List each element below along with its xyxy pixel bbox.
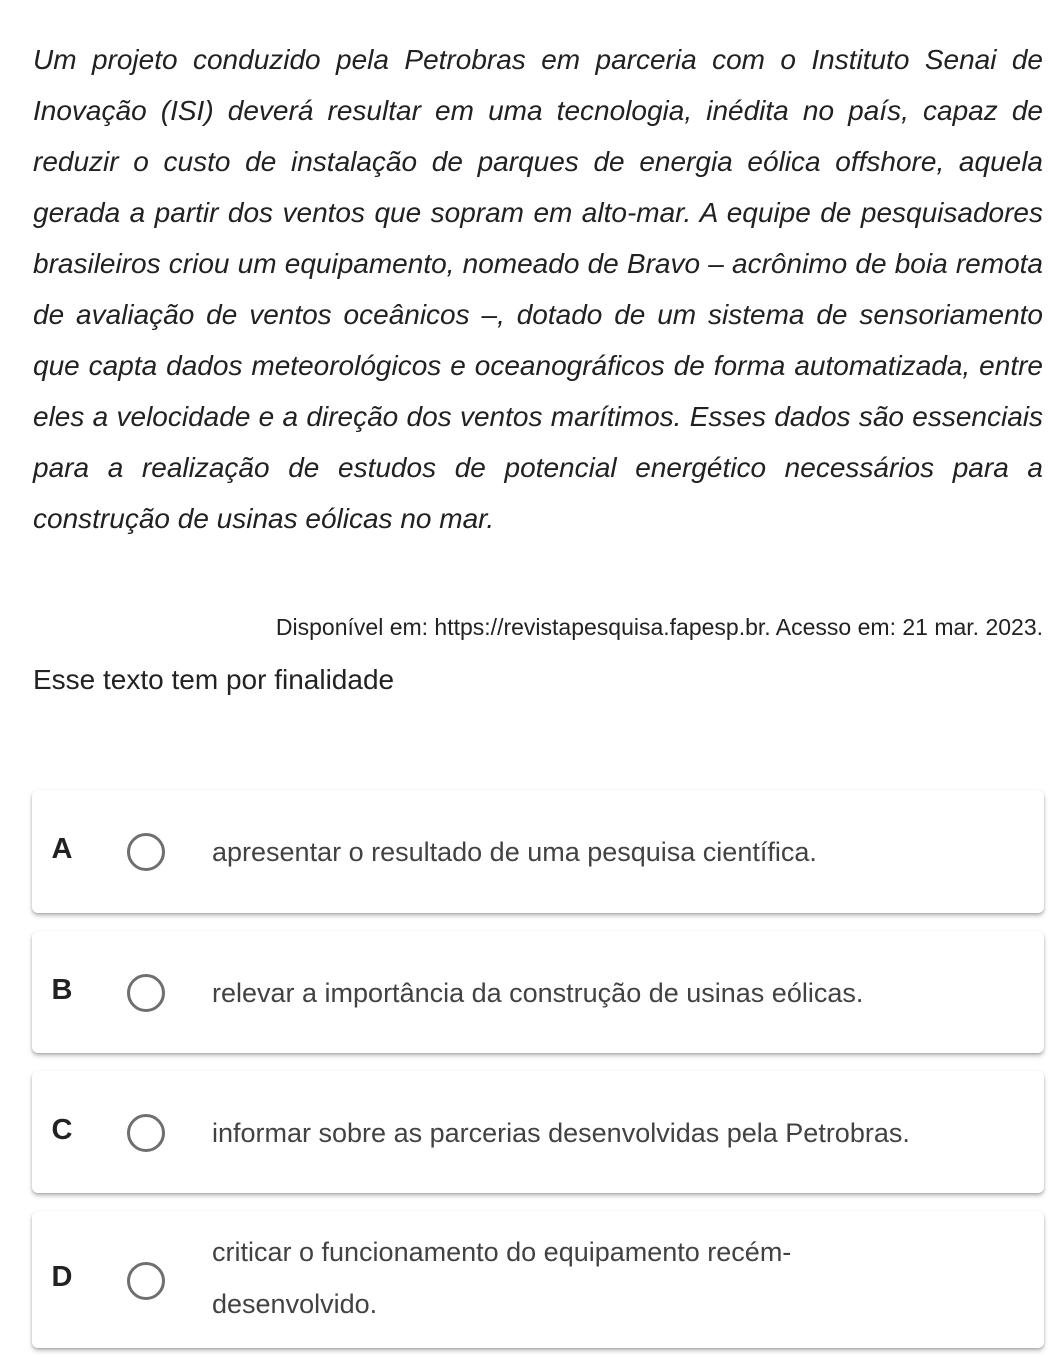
option-letter: C bbox=[51, 1114, 73, 1146]
radio-circle-icon[interactable] bbox=[127, 1262, 165, 1300]
option-letter: A bbox=[51, 833, 73, 865]
source-citation: Disponível em: https://revistapesquisa.fapesp.br. Acesso em: 21 mar. 2023. bbox=[275, 614, 1043, 640]
option-letter: B bbox=[51, 974, 73, 1006]
radio-circle-icon[interactable] bbox=[127, 833, 165, 871]
radio-circle-icon[interactable] bbox=[127, 1114, 165, 1152]
option-text: relevar a importância da construção de usinas eólicas. bbox=[212, 978, 864, 1008]
option-b[interactable] bbox=[32, 931, 1044, 1053]
option-text: criticar o funcionamento do equipamento recém-desenvolvido. bbox=[212, 1237, 792, 1319]
option-d[interactable] bbox=[32, 1211, 1044, 1348]
option-letter: D bbox=[51, 1261, 73, 1293]
option-a[interactable] bbox=[32, 790, 1044, 913]
option-text: informar sobre as parcerias desenvolvidas pela Petrobras. bbox=[212, 1118, 910, 1148]
passage-text: Um projeto conduzido pela Petrobras em parceria com o Instituto Senai de Inovação (ISI) deverá resultar em uma tecnologia, inédita no país, capaz de reduzir o custo de instalação de parques de energia eólica offshore, aquela gerada a partir dos ventos que sopram em alto-mar. A equipe de pesquisadores brasileiros criou um equipamento, nomeado de Bravo – acrônimo de boia remota de avaliação de ventos oceânicos –, dotado de um sistema de sensoriamento que capta dados meteorológicos e oceanográficos de forma automatizada, entre eles a velocidade e a direção dos ventos marítimos. Esses dados são essenciais para a realização de estudos de potencial energético necessários para a construção de usinas eólicas no mar. bbox=[33, 44, 1043, 534]
question-prompt: Esse texto tem por finalidade bbox=[33, 664, 395, 695]
radio-circle-icon[interactable] bbox=[127, 974, 165, 1012]
option-text: apresentar o resultado de uma pesquisa científica. bbox=[212, 837, 817, 867]
option-c[interactable] bbox=[32, 1071, 1044, 1193]
